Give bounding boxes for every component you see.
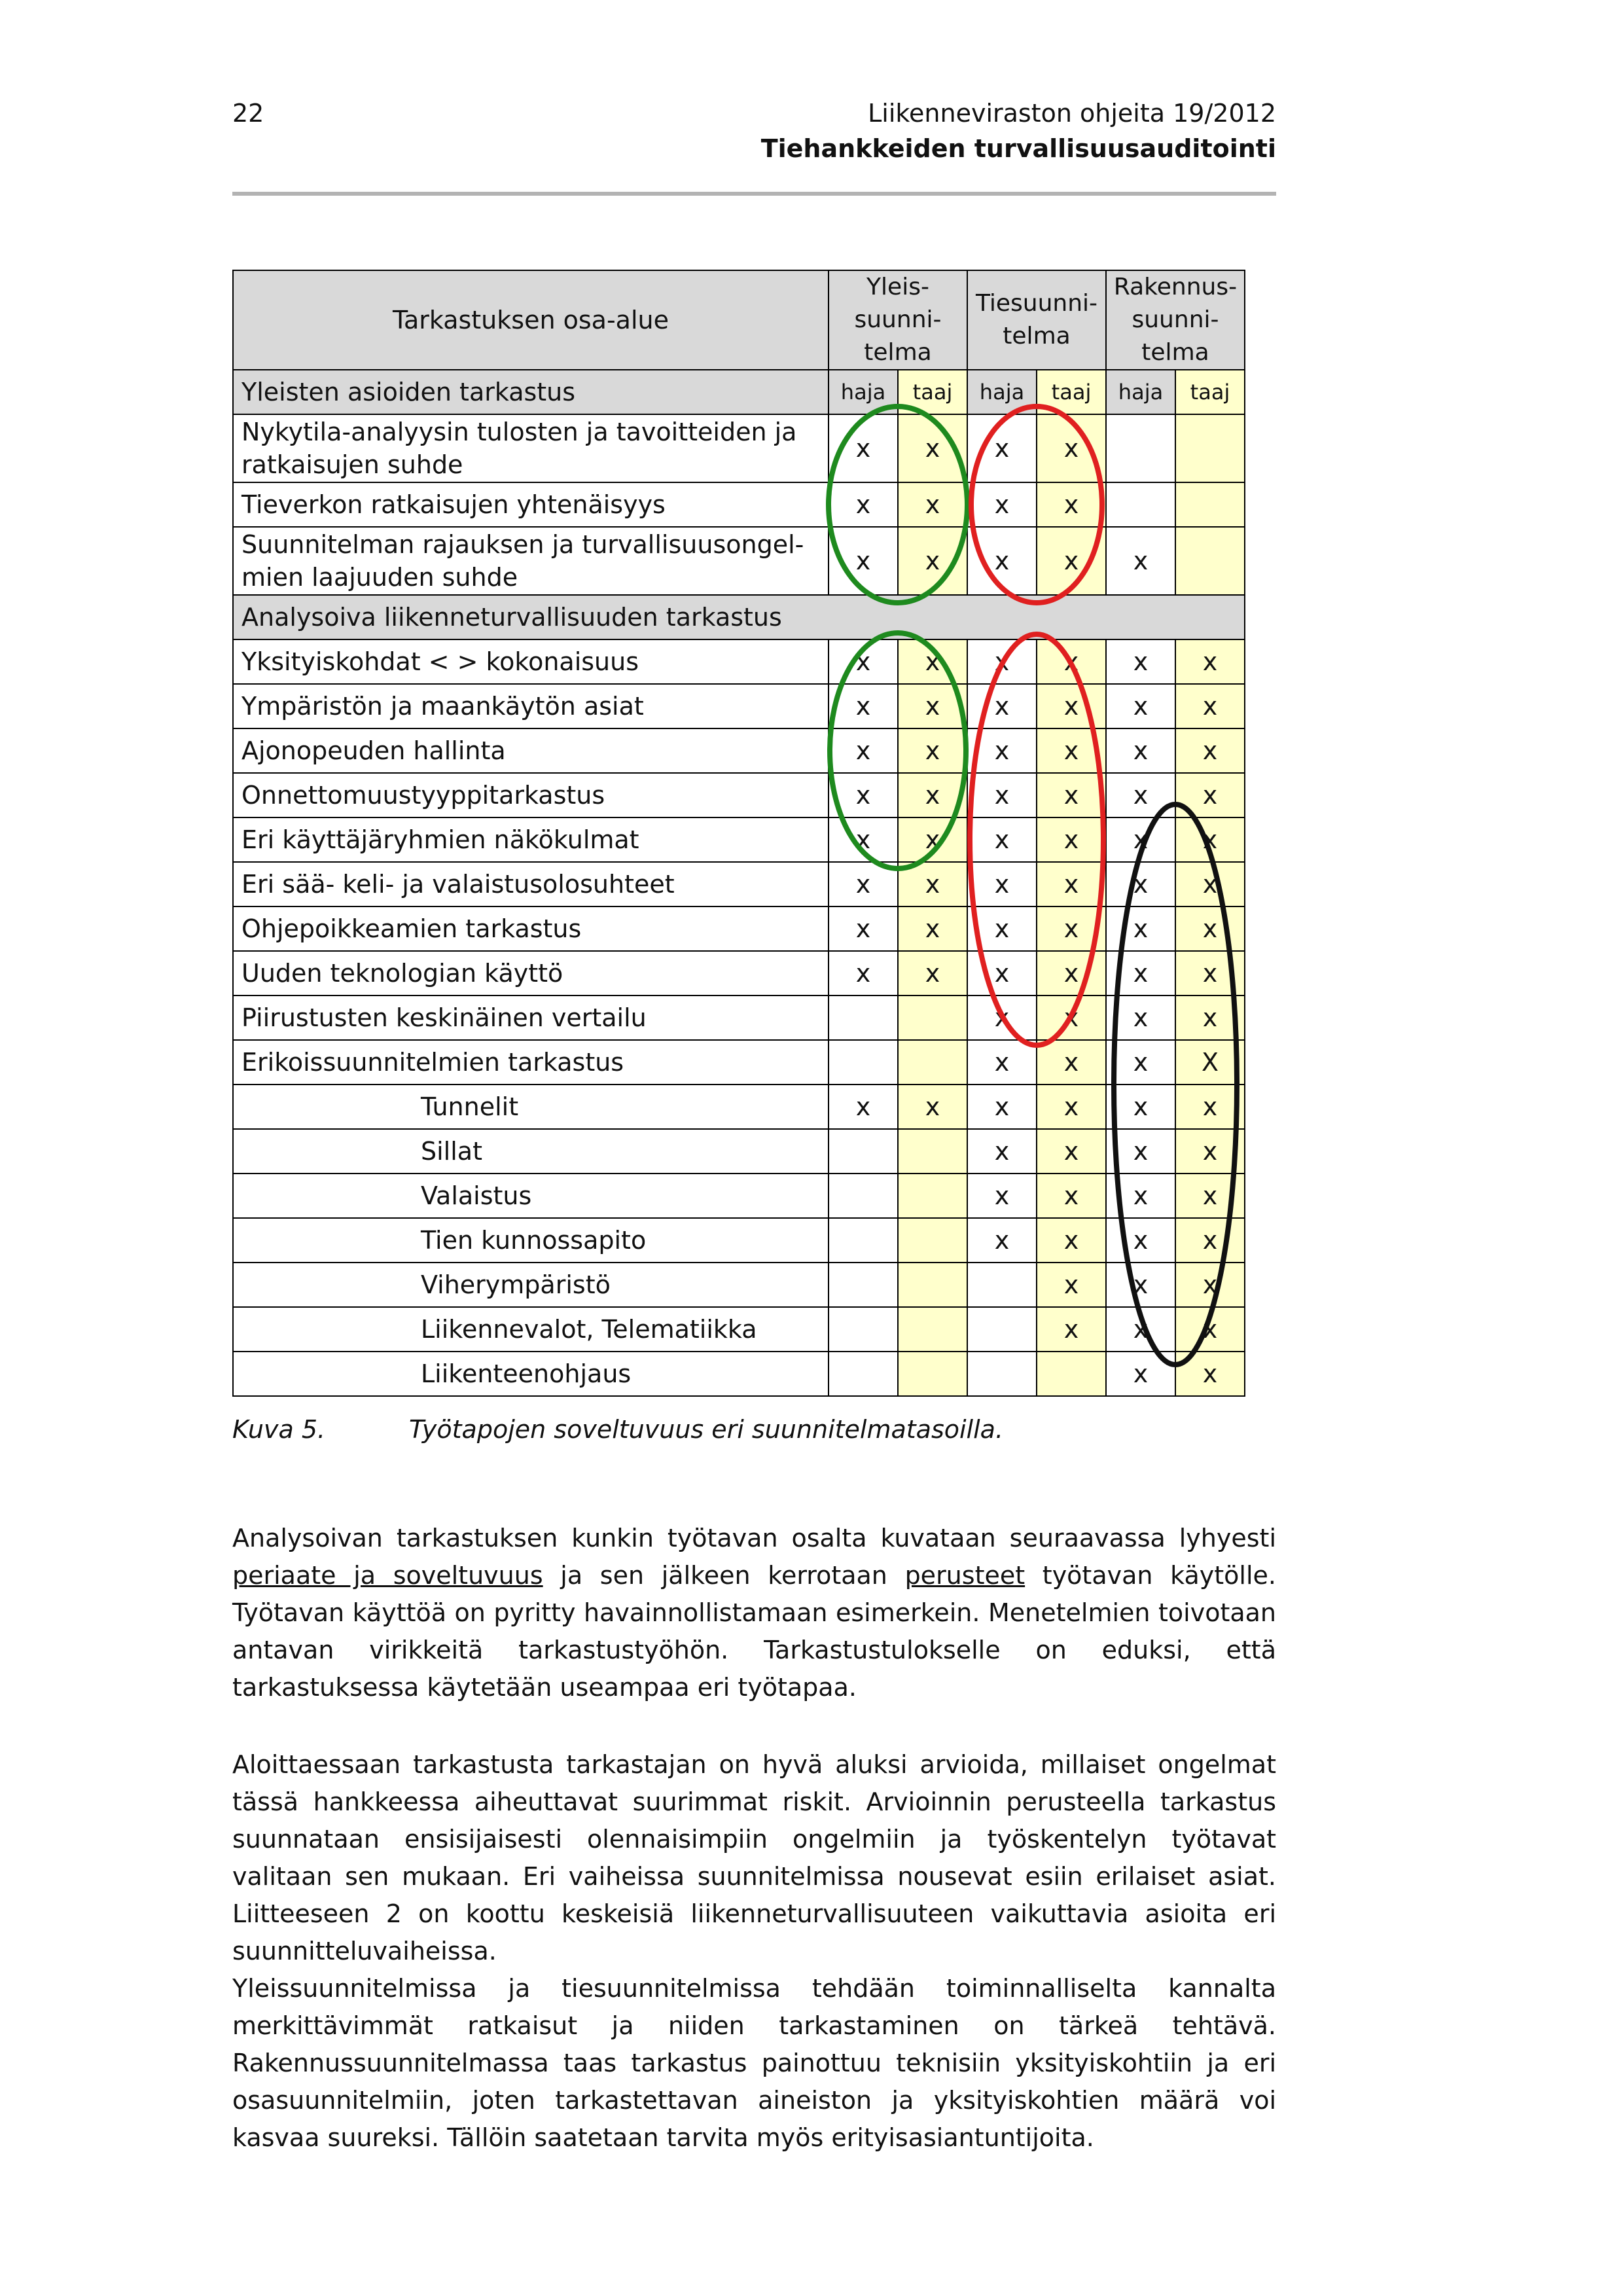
applicability-cell [967, 1352, 1037, 1396]
applicability-cell: x [1037, 414, 1106, 482]
applicability-cell: x [967, 773, 1037, 817]
applicability-cell: x [1175, 996, 1245, 1040]
applicability-cell: x [967, 862, 1037, 906]
table-row [233, 1174, 1245, 1218]
applicability-cell: x [1106, 527, 1175, 595]
applicability-cell [829, 1218, 898, 1263]
applicability-cell: X [1175, 1040, 1245, 1085]
applicability-cell: x [829, 684, 898, 728]
applicability-cell: x [967, 1129, 1037, 1174]
applicability-cell: x [1037, 773, 1106, 817]
table-row [233, 482, 1245, 527]
applicability-cell: x [1106, 1218, 1175, 1263]
applicability-cell: x [1106, 1129, 1175, 1174]
applicability-cell: x [1037, 527, 1106, 595]
row-label: Viherympäristö [233, 1263, 829, 1307]
applicability-cell: x [829, 639, 898, 684]
applicability-cell: x [898, 1085, 967, 1129]
applicability-cell [829, 1174, 898, 1218]
table-row [233, 1352, 1245, 1396]
applicability-cell [829, 1129, 898, 1174]
applicability-cell [898, 1307, 967, 1352]
applicability-cell: x [829, 414, 898, 482]
applicability-cell [1175, 414, 1245, 482]
applicability-cell: x [1175, 1218, 1245, 1263]
applicability-cell: x [829, 728, 898, 773]
applicability-cell: x [1106, 951, 1175, 996]
applicability-cell: x [1175, 817, 1245, 862]
row-label: Ajonopeuden hallinta [233, 728, 829, 773]
applicability-cell: x [967, 728, 1037, 773]
applicability-cell [829, 1352, 898, 1396]
row-label: Onnettomuustyyppitarkastus [233, 773, 829, 817]
publication-name: Liikenneviraston ohjeita 19/2012 [868, 99, 1276, 128]
applicability-cell: x [898, 414, 967, 482]
page-number: 22 [232, 99, 264, 128]
row-label: Uuden teknologian käyttö [233, 951, 829, 996]
table-row [233, 684, 1245, 728]
applicability-cell: x [1106, 1352, 1175, 1396]
applicability-cell: x [1037, 482, 1106, 527]
density-subheader: haja [967, 370, 1037, 414]
applicability-cell: x [1037, 817, 1106, 862]
paragraph-3 [232, 1970, 1276, 2157]
applicability-cell: x [1037, 951, 1106, 996]
applicability-cell: x [829, 906, 898, 951]
applicability-cell: x [1037, 1085, 1106, 1129]
applicability-cell: x [1175, 1174, 1245, 1218]
applicability-cell: x [1106, 817, 1175, 862]
applicability-cell: x [1106, 1040, 1175, 1085]
applicability-cell: x [967, 1218, 1037, 1263]
caption-label: Kuva 5. [232, 1415, 326, 1444]
table-row [233, 527, 1245, 595]
section-row [233, 370, 1245, 414]
applicability-cell: x [967, 684, 1037, 728]
row-label: Nykytila-analyysin tulosten ja tavoitteiden ja ratkaisujen suhde [233, 414, 829, 482]
applicability-cell: x [1175, 1085, 1245, 1129]
applicability-cell: x [898, 639, 967, 684]
table-row [233, 414, 1245, 482]
table-row [233, 639, 1245, 684]
table-row [233, 996, 1245, 1040]
table-row [233, 1307, 1245, 1352]
table-row [233, 728, 1245, 773]
applicability-cell [898, 1129, 967, 1174]
applicability-cell: x [898, 906, 967, 951]
plan-level-tiesuunnitelma [967, 270, 1106, 370]
table-row [233, 1129, 1245, 1174]
paragraph-1 [232, 1520, 1276, 1706]
applicability-cell: x [1037, 1129, 1106, 1174]
row-label: Ohjepoikkeamien tarkastus [233, 906, 829, 951]
applicability-cell: x [898, 527, 967, 595]
applicability-cell: x [829, 951, 898, 996]
applicability-cell: x [1037, 684, 1106, 728]
applicability-cell: x [1175, 728, 1245, 773]
applicability-cell: x [1106, 1085, 1175, 1129]
applicability-cell: x [1175, 951, 1245, 996]
applicability-cell: x [1037, 1218, 1106, 1263]
applicability-cell: x [898, 817, 967, 862]
applicability-cell [898, 996, 967, 1040]
underlined-term: perusteet [904, 1561, 1026, 1590]
table-row [233, 1085, 1245, 1129]
p1-text: Analysoivan tarkastuksen kunkin työtavan osalta kuvataan seuraavassa lyhyesti [232, 1524, 1276, 1552]
plan-level-label: Tiesuunni- telma [975, 290, 1098, 350]
table-row [233, 1263, 1245, 1307]
p2-text: Aloittaessaan tarkastusta tarkastajan on hyvä aluksi arvioida, millaiset ongelmat tässä hankkeessa aiheuttavat suurimmat riskit. Arvioinnin perusteella tarkastus suunnataan ensisijaisesti olennaisimpiin ongelmiin ja työskentelyn työtavat valitaan sen mukaan. Eri vaiheissa suunnitelmissa nousevat esiin erilaiset asiat. Liitteeseen 2 on koottu keskeisiä liikenneturvallisuuteen vaikuttavia asioita eri suunnitteluvaiheissa. [232, 1750, 1276, 1965]
p1-text: työtavan käytölle. Työtavan käyttöä on pyritty havainnollistamaan esimerkein. Menetelmien toivotaan antavan virikkeitä tarkastustyöhön. Tarkastustulokselle on eduksi, että tarkastuksessa käytetään useampaa eri työtapaa. [232, 1561, 1276, 1702]
applicability-cell [898, 1352, 967, 1396]
applicability-cell [898, 1218, 967, 1263]
applicability-cell [967, 1263, 1037, 1307]
applicability-cell: x [967, 639, 1037, 684]
applicability-cell [829, 1040, 898, 1085]
applicability-cell: x [967, 906, 1037, 951]
row-label: Valaistus [233, 1174, 829, 1218]
row-label: Tunnelit [233, 1085, 829, 1129]
section-title: Analysoiva liikenneturvallisuuden tarkastus [233, 595, 1245, 639]
density-subheader: taaj [1175, 370, 1245, 414]
applicability-cell: x [1037, 1307, 1106, 1352]
table-row [233, 906, 1245, 951]
row-label: Tien kunnossapito [233, 1218, 829, 1263]
applicability-cell [1037, 1352, 1106, 1396]
applicability-cell: x [898, 773, 967, 817]
applicability-cell: x [967, 1040, 1037, 1085]
row-label: Tieverkon ratkaisujen yhtenäisyys [233, 482, 829, 527]
applicability-cell: x [1037, 728, 1106, 773]
density-subheader: taaj [1037, 370, 1106, 414]
applicability-cell: x [1106, 906, 1175, 951]
table-row [233, 817, 1245, 862]
applicability-cell [967, 1307, 1037, 1352]
p1-text: ja sen jälkeen kerrotaan [543, 1561, 905, 1590]
applicability-cell: x [1106, 1307, 1175, 1352]
density-subheader: taaj [898, 370, 967, 414]
row-label: Ympäristön ja maankäytön asiat [233, 684, 829, 728]
density-subheader: haja [829, 370, 898, 414]
applicability-cell [1175, 482, 1245, 527]
table-row [233, 1040, 1245, 1085]
applicability-cell: x [1106, 1263, 1175, 1307]
applicability-cell: x [1106, 728, 1175, 773]
section-title: Yleisten asioiden tarkastus [233, 370, 829, 414]
table-row [233, 951, 1245, 996]
applicability-cell: x [967, 527, 1037, 595]
applicability-cell: x [829, 862, 898, 906]
applicability-cell: x [1175, 1129, 1245, 1174]
suitability-table [232, 270, 1245, 1397]
applicability-cell: x [1037, 1174, 1106, 1218]
applicability-cell: x [1106, 996, 1175, 1040]
applicability-cell [898, 1040, 967, 1085]
applicability-cell: x [1037, 862, 1106, 906]
applicability-cell: x [1175, 862, 1245, 906]
row-label: Eri käyttäjäryhmien näkökulmat [233, 817, 829, 862]
applicability-cell: x [1175, 773, 1245, 817]
applicability-cell: x [1037, 639, 1106, 684]
applicability-cell: x [829, 1085, 898, 1129]
applicability-cell [1106, 482, 1175, 527]
row-label: Suunnitelman rajauksen ja turvallisuusongel- mien laajuuden suhde [233, 527, 829, 595]
topic-column-header: Tarkastuksen osa-alue [233, 270, 829, 370]
table-row [233, 773, 1245, 817]
row-label: Piirustusten keskinäinen vertailu [233, 996, 829, 1040]
applicability-cell: x [967, 996, 1037, 1040]
applicability-cell: x [1037, 1263, 1106, 1307]
applicability-cell [1175, 527, 1245, 595]
applicability-cell [898, 1174, 967, 1218]
paragraph-2 [232, 1746, 1276, 1970]
applicability-cell: x [898, 862, 967, 906]
applicability-cell: x [967, 817, 1037, 862]
applicability-cell: x [967, 1085, 1037, 1129]
table-header-row [233, 270, 1245, 370]
applicability-cell: x [1175, 906, 1245, 951]
applicability-cell: x [898, 951, 967, 996]
applicability-cell: x [829, 527, 898, 595]
applicability-cell: x [1106, 773, 1175, 817]
row-label: Yksityiskohdat < > kokonaisuus [233, 639, 829, 684]
applicability-cell: x [1175, 639, 1245, 684]
applicability-cell: x [967, 414, 1037, 482]
caption-text: Työtapojen soveltuvuus eri suunnitelmatasoilla. [409, 1415, 1004, 1444]
table-row [233, 862, 1245, 906]
applicability-cell: x [967, 482, 1037, 527]
applicability-cell: x [1175, 1263, 1245, 1307]
underlined-term: periaate ja soveltuvuus [232, 1561, 543, 1590]
applicability-cell [829, 996, 898, 1040]
applicability-cell [829, 1263, 898, 1307]
applicability-cell: x [1106, 684, 1175, 728]
applicability-cell: x [829, 817, 898, 862]
page-header [232, 95, 1276, 196]
applicability-cell: x [1037, 996, 1106, 1040]
applicability-cell: x [898, 684, 967, 728]
applicability-cell: x [1106, 1174, 1175, 1218]
applicability-cell: x [1106, 862, 1175, 906]
document-title: Tiehankkeiden turvallisuusauditointi [760, 134, 1276, 163]
plan-level-yleissuunnitelma [829, 270, 967, 370]
applicability-cell: x [1175, 1307, 1245, 1352]
table-row [233, 1218, 1245, 1263]
applicability-cell: x [898, 482, 967, 527]
applicability-cell: x [829, 482, 898, 527]
plan-level-rakennussuunnitelma [1106, 270, 1245, 370]
row-label: Sillat [233, 1129, 829, 1174]
applicability-cell: x [967, 951, 1037, 996]
applicability-cell [898, 1263, 967, 1307]
density-subheader: haja [1106, 370, 1175, 414]
applicability-cell: x [898, 728, 967, 773]
applicability-cell: x [829, 773, 898, 817]
applicability-cell: x [1037, 906, 1106, 951]
applicability-cell [829, 1307, 898, 1352]
plan-level-label: Yleis- suunni- telma [854, 274, 942, 366]
plan-level-label: Rakennus- suunni- telma [1113, 274, 1238, 366]
section-row [233, 595, 1245, 639]
row-label: Liikennevalot, Telematiikka [233, 1307, 829, 1352]
applicability-cell: x [1175, 684, 1245, 728]
applicability-cell: x [1106, 639, 1175, 684]
applicability-cell: x [967, 1174, 1037, 1218]
applicability-cell: x [1037, 1040, 1106, 1085]
applicability-cell [1106, 414, 1175, 482]
row-label: Eri sää- keli- ja valaistusolosuhteet [233, 862, 829, 906]
row-label: Erikoissuunnitelmien tarkastus [233, 1040, 829, 1085]
header-rule [232, 192, 1276, 196]
row-label: Liikenteenohjaus [233, 1352, 829, 1396]
applicability-cell: x [1175, 1352, 1245, 1396]
p3-text: Yleissuunnitelmissa ja tiesuunnitelmissa tehdään toiminnalliselta kannalta merkittävimmät ratkaisut ja niiden tarkastaminen on tärkeä tehtävä. Rakennussuunnitelmassa taas tarkastus painottuu teknisiin yksityiskohtiin ja eri osasuunnitelmiin, joten tarkastettavan aineiston ja yksityiskohtien määrä voi kasvaa suureksi. Tällöin saatetaan tarvita myös erityisasiantuntijoita. [232, 1974, 1276, 2152]
